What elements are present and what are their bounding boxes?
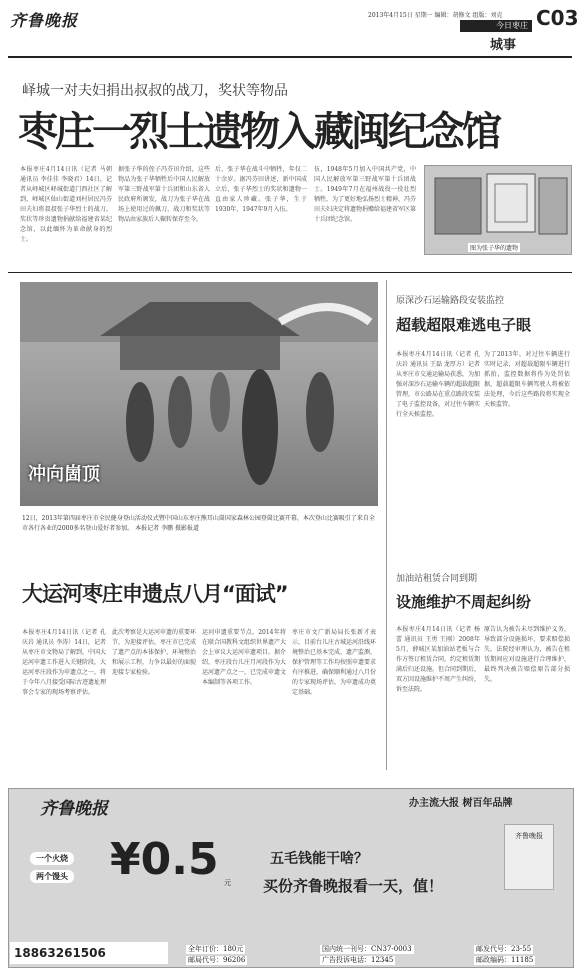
climbing-caption: 12日，2013年第四届枣庄市全民健身登山活动仪式暨中国山东枣庄熊耳山崮国家森林公园登崮比赛开幕，本次登山比赛吸引了来自全市各行各业的2000多名登山爱好者参加。 本报记者 李鹏 摄影报道 (22, 515, 375, 532)
ad-foot-post-code: 邮局代号：96206 (188, 956, 246, 964)
ad-paper-thumbnail: 齐鲁晚报 (504, 824, 554, 890)
story4-col2: 原告认为被告未尽到维护义务，导致部分设施损坏，要求赔偿损失。法院经审理认为，被告在租赁期间应对设施进行合理维护，最终判决被告赔偿原告部分损失。 (484, 626, 570, 683)
story2-col2: 为了2013年，对过往车辆进行实时记录，对超载超限车辆进行抓拍，监控数据将作为处罚依据，超载超限车辆驾驶人将被依法处理，今后这些路段将实现全天候监管。 (484, 351, 570, 408)
ad-logo: 齐鲁晚报 (40, 799, 108, 819)
ad-foot-price: 全年订价：180元 (188, 945, 244, 953)
section-rule (8, 272, 572, 273)
story1-col3: 后，张子华在战斗中牺牲，年仅二十余岁。据冯芬田讲述，新中国成立后，张子华烈士的奖状和遗物一直由家人珍藏。张子华，生于1930年，1947年9月入伍。 (215, 166, 307, 213)
story2-headline: 超载超限难逃电子眼 (396, 316, 532, 334)
ad-steamed-label: 两个馒头 (30, 870, 74, 883)
section-title: 城事 (490, 38, 517, 53)
header-rule (8, 56, 572, 58)
story3-headline: 大运河枣庄申遗点八月“面试” (22, 582, 288, 606)
masthead-logo: 齐鲁晚报 (10, 11, 79, 30)
column-divider (386, 280, 387, 770)
edition-label: 今日枣庄 (460, 20, 532, 32)
story3-col4: 枣庄市文广新局局长张新才表示，目前台儿庄古城运河沿线环境整治已基本完成，遗产监测、保护管理等工作均按照申遗要求有序推进，确保顺利通过八月份的专家现场评估，为申遗成功奠定基础。 (292, 629, 376, 696)
ad-foot-zip: 邮政编码：11185 (476, 956, 534, 964)
story2-col1: 本报枣庄4月14日讯（记者 孔庆岩 通讯员 王磊 龙厚方）记者从枣庄市交通运输局获悉，为加强对深沙石运输车辆的超载超限管理，市公路局在重点路段安装了电子监控设备，对过往车辆实行全天候监控。 (396, 351, 480, 418)
story4-headline: 设施维护不周起纠纷 (396, 593, 532, 611)
story2-kicker: 原深沙石运输路段安装监控 (396, 296, 505, 306)
story3-col1: 本报枣庄4月14日讯（记者 孔庆岩 通讯员 李涛）14日，记者从枣庄市文物局了解到，中国大运河申遗工作进入关键阶段，大运河枣庄段作为申遗点之一，将于今年八月接受国际古迹遗址理事会专家的现场考察评估。 (22, 629, 106, 696)
story1-col1: 本报枣庄4月14日讯（记者 马朝 通讯员 李佳佳 李晓君）14日，记者从峄城区峄城街道门西社区了解到，峄城区仙山街道刘村居民冯芬田夫妇将叔叔张子华烈士的战刀，奖状等珍贵遗物捐献给福建省某纪念馆，以此缅怀为革命献身的烈士。 (20, 166, 112, 243)
ad-price-unit: 元 (224, 879, 231, 887)
ad-call-to-action: 买份齐鲁晚报看一天，值！ (263, 877, 444, 895)
story1-kicker: 峄城一对夫妇捐出叔叔的战刀，奖状等物品 (22, 83, 288, 99)
story1-col4: 伍，1948年5月加入中国共产党，中国人民解放军第三野战军第十兵团战士。1949年7月在福州战役一役壮烈牺牲，为了更好地弘扬烈士精神，冯芬田夫妇决定将遗物捐赠给福建省军区第十兵团纪念馆。 (314, 166, 416, 223)
story4-col1: 本报枣庄4月14日讯（记者 杨蕾 通讯员 王勇 王刚）2008年5月，薛城区某加油站老板与合作方签订租赁合同，约定租赁期满后归还设施。但合同到期后，双方因设施维护不周产生纠纷，诉至法院。 (396, 626, 480, 693)
relics-caption: 图为张子华的遗物 (470, 245, 519, 252)
page-number: C03 (536, 6, 579, 30)
climbing-photo-title: 冲向崮顶 (28, 464, 100, 485)
ad-phone-number[interactable]: 18863261506 (10, 942, 168, 964)
ad-price: ¥0.5 (110, 834, 219, 885)
issue-info: 2013年4月15日 星期一 编辑：胡修文 组版：刘克 (368, 12, 503, 19)
story3-col3: 运河申遗重要节点，2014年将在联合国教科文组织世界遗产大会上审议大运河申遗项目。据介绍，枣庄段台儿庄月河段作为大运河遗产点之一，已完成申遗文本编制等各项工作。 (202, 629, 286, 686)
ad-fire-label: 一个火烧 (30, 852, 74, 865)
relics-photo (424, 165, 572, 255)
ad-slogan: 办主流大报 树百年品牌 (409, 798, 513, 809)
ad-foot-postal-code: 邮发代号：23-55 (476, 945, 532, 953)
story3-col2: 此次考察是大运河申遗的重要环节，为迎接评估，枣庄市已完成了遗产点的本体保护、环境整治和展示工程，力争以最好的面貌迎接专家检验。 (112, 629, 196, 676)
ad-foot-complaint: 广告投诉电话：12345 (322, 956, 394, 964)
story1-headline: 枣庄一烈士遗物入藏闽纪念馆 (18, 109, 499, 155)
ad-question: 五毛钱能干啥？ (270, 851, 368, 867)
ad-foot-issn: 国内统一刊号：CN37-0003 (322, 945, 412, 953)
story1-col2: 据张子华的侄子冯芬田介绍，这些物品为张子华牺牲后中国人民解放军第三野战军第十兵团和山东省人民政府所颁发，战刀为张子华在战场上使用过的佩刀，战刀和奖状等物品由家族后人辗转保存至今。 (118, 166, 210, 223)
story4-kicker: 加油站租赁合同到期 (396, 574, 478, 584)
